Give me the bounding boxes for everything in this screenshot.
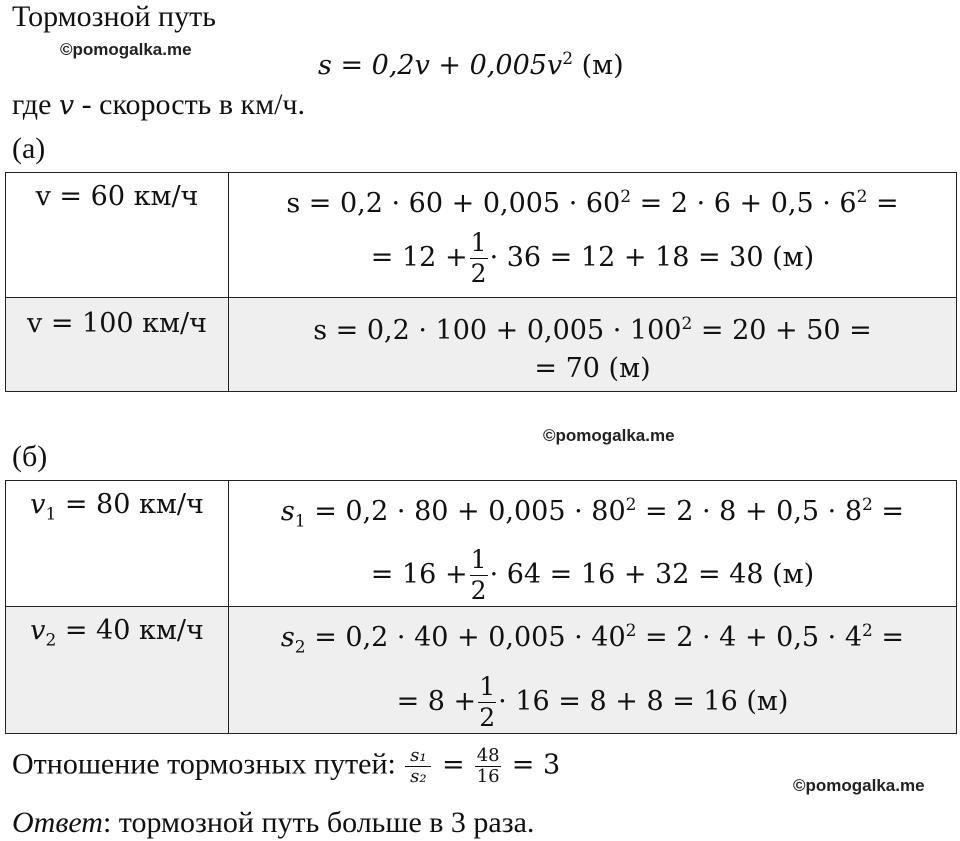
watermark-1: ©pomogalka.me	[60, 40, 192, 59]
speed-cell	[6, 607, 229, 733]
ratio-line: Отношение тормозных путей: $\frac{\text{s₁}}{\text{s₂}}$ = $\frac{48}{16}$ = 3	[12, 745, 561, 787]
answer-line	[12, 806, 534, 840]
formula-exponent: 2	[562, 49, 574, 69]
watermark-2: ©pomogalka.me	[543, 426, 675, 445]
ratio-result: = 3	[503, 749, 561, 781]
ratio-fraction-1: $\frac{\text{s₁}}{\text{s₂}}$	[405, 746, 431, 787]
formula-unit: (м)	[573, 50, 624, 81]
calc-line-1: $s = 0,2 \cdot 60 + 0,005 \cdot 60^2 = 2 \cdot 6 + 0,5 \cdot 6^2$ =	[286, 187, 899, 219]
where-prefix: где	[12, 88, 59, 121]
table-row	[6, 173, 957, 298]
speed-value: v = 60 км/ч	[35, 181, 199, 212]
part-b-label: (б)	[12, 440, 48, 473]
fraction: $\frac{1}{2}$	[470, 228, 487, 288]
answer-text: : тормозной путь больше в 3 раза.	[102, 806, 535, 839]
fraction: $\frac{1}{2}$	[479, 671, 496, 732]
calc-line-1: $s_1 = 0,2 \cdot 80 + 0,005 \cdot 80^2 = 2 \cdot 8 + 0,5 \cdot 8^2$ =	[280, 495, 905, 532]
speed-cell	[6, 173, 229, 298]
speed-value: $v_1 = 80$ км/ч	[30, 489, 204, 525]
formula-text: s = 0,2v + 0,005v	[318, 50, 563, 81]
calc-cell	[229, 607, 957, 733]
ratio-fraction-2: $\frac{48}{16}$	[476, 745, 500, 787]
speed-cell	[6, 481, 229, 607]
fraction: $\frac{1}{2}$	[470, 545, 487, 606]
ratio-label: Отношение тормозных путей:	[12, 747, 404, 781]
calc-line-1: $s = 0,2 \cdot 100 + 0,005 \cdot 100^2 = 20 + 50$ =	[313, 314, 872, 346]
table-row	[6, 481, 957, 607]
calc-cell	[229, 481, 957, 607]
answer-label: Ответ	[12, 806, 103, 839]
part-a-table	[5, 172, 957, 392]
where-var: v	[58, 90, 75, 121]
title: Тормозной путь	[12, 0, 216, 33]
where-line	[12, 88, 305, 123]
calc-line-2: = 8 + $\frac{1}{2}$ · 16 = 8 + 8 = 16 (м)	[396, 671, 789, 732]
speed-cell	[6, 298, 229, 392]
calc-line-2: = 16 + $\frac{1}{2}$ · 64 = 16 + 32 = 48 (м)	[370, 545, 815, 606]
watermark-3: ©pomogalka.me	[793, 776, 925, 795]
calc-line-1: $s_2 = 0,2 \cdot 40 + 0,005 \cdot 40^2 = 2 \cdot 4 + 0,5 \cdot 4^2$ =	[280, 621, 905, 658]
main-formula	[318, 42, 624, 83]
table-row	[6, 607, 957, 733]
part-a-label: (а)	[12, 132, 46, 165]
calc-cell	[229, 298, 957, 392]
calc-cell	[229, 173, 957, 298]
speed-value: $v_2 = 40$ км/ч	[30, 615, 204, 651]
table-row	[6, 298, 957, 392]
calc-line-2: = 12 + $\frac{1}{2}$ · 36 = 12 + 18 = 30 (м)	[370, 228, 815, 288]
speed-value: v = 100 км/ч	[27, 308, 207, 339]
calc-line-2: = 70 (м)	[534, 353, 651, 384]
where-suffix: - скорость в км/ч.	[74, 88, 306, 121]
part-b-table	[5, 480, 957, 734]
